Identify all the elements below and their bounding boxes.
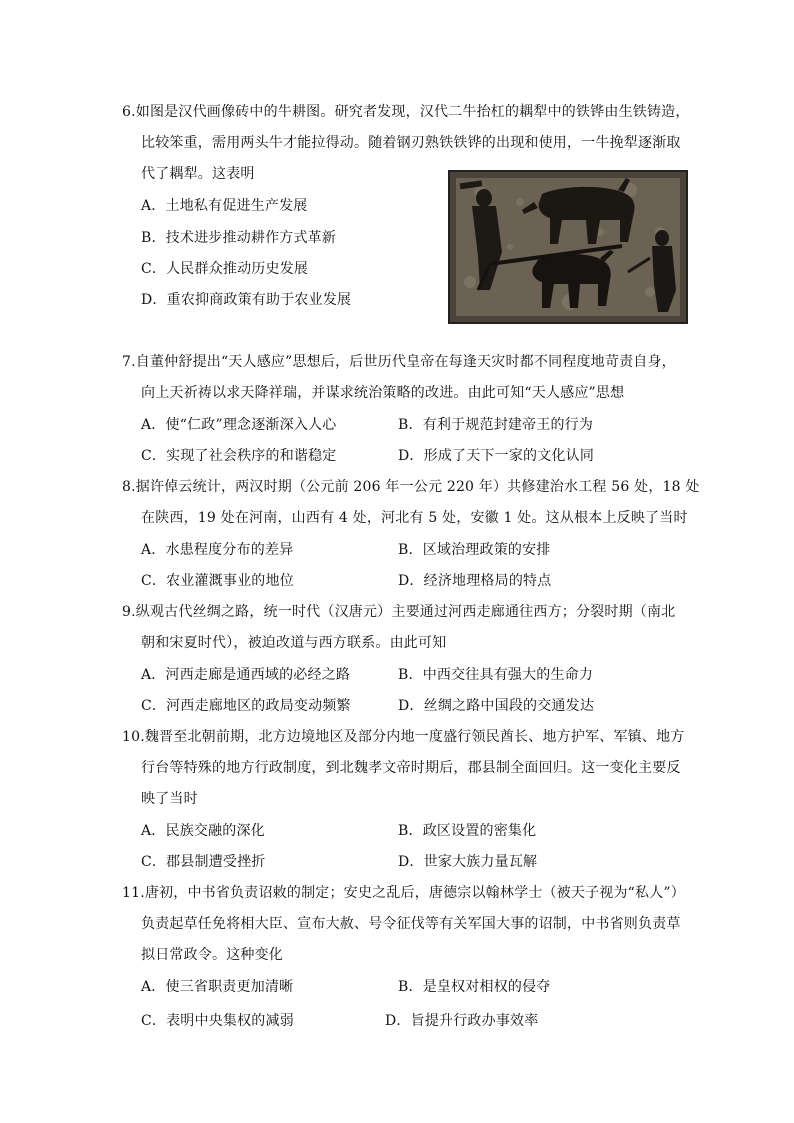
question-9-line-2: 朝和宋夏时代），被迫改道与西方联系。由此可知 [141,635,447,651]
question-10-line-1 [122,728,684,746]
ox-plowing-image [450,172,686,322]
question-11-option-c[interactable]: C．表明中央集权的减弱 [141,1013,294,1029]
question-11-option-b[interactable]: B．是皇权对相权的侵夺 [398,979,551,995]
question-10-line-2: 行台等特殊的地方行政制度，到北魏孝文帝时期后，郡县制全面回归。这一变化主要反 [141,760,681,776]
question-stem-text: 纵观古代丝绸之路，统一时代（汉唐元）主要通过河西走廊通往西方；分裂时期（南北 [135,604,676,620]
question-7-option-b[interactable]: B．有利于规范封建帝王的行为 [398,417,594,433]
question-6-option-a[interactable]: A．土地私有促进生产发展 [141,198,308,214]
question-number: 7. [122,354,136,370]
question-7-option-a[interactable]: A．使“仁政”理念逐渐深入人心 [141,417,337,433]
question-9-option-d[interactable]: D．丝绸之路中国段的交通发达 [398,698,595,714]
question-stem-text: 唐初，中书省负责诏敕的制定；安史之乱后，唐德宗以翰林学士（被天子视为“私人”） [144,885,685,901]
question-number: 8. [122,479,136,495]
question-number: 9. [122,604,136,620]
question-11-line-3: 拟日常政令。这种变化 [141,947,283,963]
question-stem-text: 魏晋至北朝前期，北方边境地区及部分内地一度盛行领民酋长、地方护军、军镇、地方 [144,729,685,745]
question-10-line-3: 映了当时 [141,791,198,807]
question-8-option-c[interactable]: C．农业灌溉事业的地位 [141,573,294,589]
question-number: 11. [122,885,145,901]
question-7-option-d[interactable]: D．形成了天下一家的文化认同 [398,448,595,464]
question-stem-text: 自董仲舒提出“天人感应”思想后，后世历代皇帝在每逢天灾时都不同程度地苛责自身， [135,354,676,370]
question-10-option-b[interactable]: B．政区设置的密集化 [398,823,537,839]
question-6-line-3: 代了耦犁。这表明 [141,166,255,182]
question-8-line-2: 在陕西，19 处在河南，山西有 4 处，河北有 5 处，安徽 1 处。这从根本上反映了当时 [141,510,688,526]
question-8-option-b[interactable]: B．区域治理政策的安排 [398,542,551,558]
question-6-line-1 [122,103,690,121]
question-9-option-a[interactable]: A．河西走廊是通西域的必经之路 [141,667,351,683]
question-11-line-1 [122,884,685,902]
question-9-option-b[interactable]: B．中西交往具有强大的生命力 [398,667,594,683]
question-8-option-d[interactable]: D．经济地理格局的特点 [398,573,552,589]
question-8-option-a[interactable]: A．水患程度分布的差异 [141,542,294,558]
question-7-line-2: 向上天祈祷以求天降祥瑞，并谋求统治策略的改进。由此可知“天人感应”思想 [141,385,625,401]
question-11-line-2: 负责起草任免将相大臣、宣布大赦、号令征伐等有关军国大事的诏制，中书省则负责草 [141,916,681,932]
question-11-option-d[interactable]: D．旨提升行政办事效率 [385,1013,539,1029]
question-stem-text: 如图是汉代画像砖中的牛耕图。研究者发现，汉代二牛抬杠的耦犁中的铁铧由生铁铸造， [135,104,690,120]
question-number: 10. [122,729,145,745]
question-7-option-c[interactable]: C．实现了社会秩序的和谐稳定 [141,448,337,464]
question-9-line-1 [122,603,675,621]
question-10-option-c[interactable]: C．郡县制遭受挫折 [141,854,266,870]
question-stem-text: 据许倬云统计，两汉时期（公元前 206 年一公元 220 年）共修建治水工程 56 处，18 处 [135,479,700,495]
question-6-option-b[interactable]: B．技术进步推动耕作方式革新 [141,230,337,246]
ox-plowing-brick-relief-icon [448,170,688,324]
question-11-option-a[interactable]: A．使三省职责更加清晰 [141,979,294,995]
question-6-line-2: 比较笨重，需用两头牛才能拉得动。随着钢刃熟铁铁铧的出现和使用，一牛挽犁逐渐取 [141,135,681,151]
question-10-option-d[interactable]: D．世家大族力量瓦解 [398,854,538,870]
question-6-option-d[interactable]: D．重农抑商政策有助于农业发展 [141,292,352,308]
question-9-option-c[interactable]: C．河西走廊地区的政局变动频繁 [141,698,351,714]
question-7-line-1 [122,353,676,371]
question-8-line-1 [122,478,700,496]
question-10-option-a[interactable]: A．民族交融的深化 [141,823,265,839]
question-6-option-c[interactable]: C．人民群众推动历史发展 [141,261,309,277]
question-number: 6. [122,104,136,120]
